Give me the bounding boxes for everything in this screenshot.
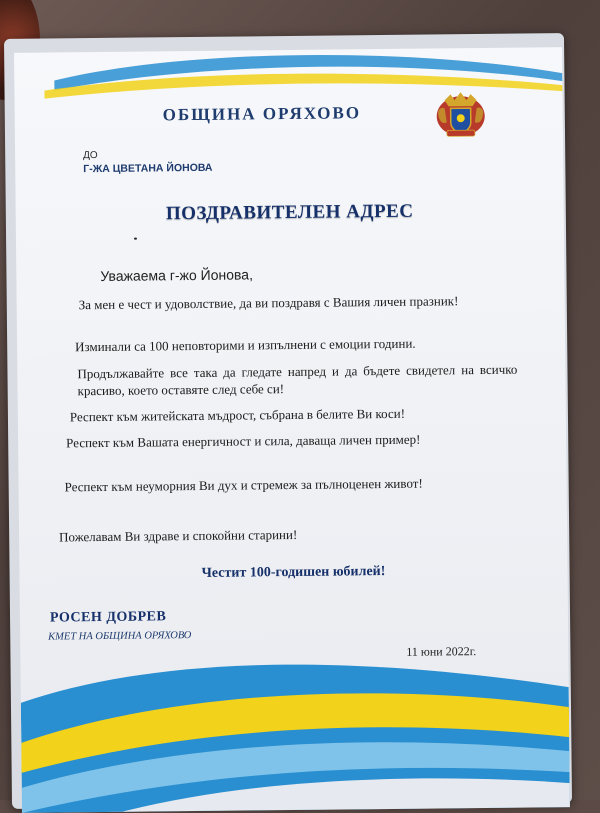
- closing-wish: Честит 100-годишен юбилей!: [201, 564, 386, 581]
- signer-name: РОСЕН ДОБРЕВ: [49, 609, 167, 626]
- paragraph-1: За мен е чест и удоволствие, да ви поздравя с Вашия личен празник!: [78, 293, 459, 313]
- recipient-name: Г-ЖА ЦВЕТАНА ЙОНОВА: [83, 161, 213, 176]
- salutation: Уважаема г-жо Йонова,: [100, 266, 253, 284]
- paragraph-2: Изминали са 100 неповторими и изпълнени с емоции години.: [75, 335, 416, 355]
- municipality-name: ОБЩИНА ОРЯХОВО: [162, 103, 362, 125]
- letter-page: [14, 47, 570, 813]
- paragraph-4: Респект към житейската мъдрост, събрана в белите Ви коси!: [69, 405, 406, 425]
- paragraph-7: Пожелавам Ви здраве и спокойни старини!: [59, 526, 298, 545]
- letter-date: 11 юни 2022г.: [406, 644, 477, 659]
- paragraph-6: Респект към неуморния Ви дух и стремеж за пълноценен живот!: [64, 475, 423, 495]
- to-label: ДО: [83, 150, 98, 162]
- signer-title: КМЕТ НА ОБЩИНА ОРЯХОВО: [48, 630, 192, 643]
- paragraph-5: Респект към Вашата енергичност и сила, даваща личен пример!: [66, 431, 421, 451]
- coat-of-arms-icon: [432, 86, 489, 143]
- speck: [134, 238, 137, 240]
- paragraph-3: Продължавайте все така да гледате напред и да бъдете свидетел на всичко красиво, което оставяте след себе си!: [77, 361, 518, 399]
- document-title: ПОЗДРАВИТЕЛЕН АДРЕС: [165, 200, 414, 225]
